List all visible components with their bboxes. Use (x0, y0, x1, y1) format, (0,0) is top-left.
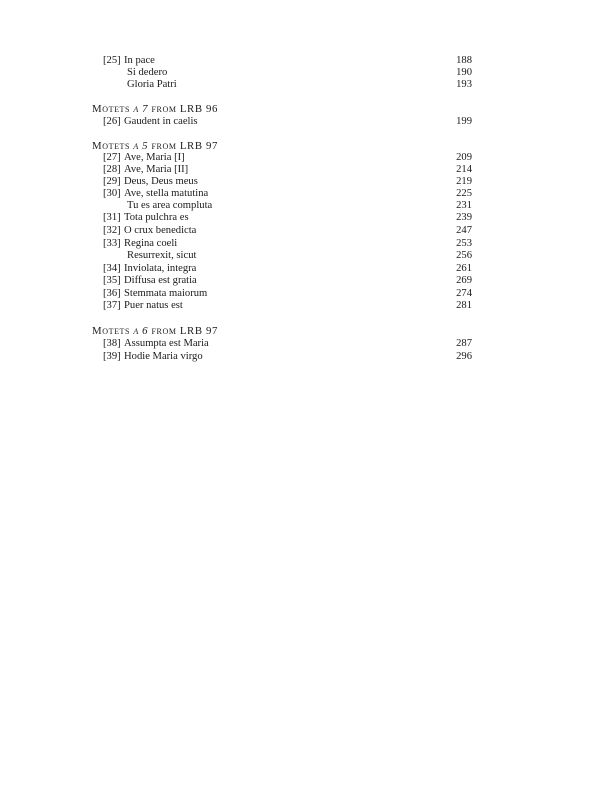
toc-entry (0, 250, 602, 262)
entry-number: [31] (103, 212, 121, 223)
toc-entry (0, 67, 602, 79)
entry-page: 219 (456, 176, 472, 187)
entry-title: O crux benedicta (124, 225, 197, 236)
toc-entry (0, 288, 602, 300)
toc-entry (0, 152, 602, 164)
toc-entry (0, 55, 602, 67)
entry-page: 261 (456, 263, 472, 274)
entry-title: Assumpta est Maria (124, 338, 209, 349)
entry-number: [35] (103, 275, 121, 286)
entry-title: In pace (124, 55, 155, 66)
toc-entry (0, 116, 602, 128)
entry-number: [37] (103, 300, 121, 311)
entry-page: 231 (456, 200, 472, 211)
entry-page: 256 (456, 250, 472, 261)
toc-entry (0, 79, 602, 91)
entry-title: Si dedero (127, 67, 168, 78)
entry-number: [33] (103, 238, 121, 249)
entry-page: 281 (456, 300, 472, 311)
entry-title: Ave, stella matutina (124, 188, 209, 199)
entry-title: Puer natus est (124, 300, 183, 311)
toc-entry (0, 188, 602, 200)
entry-number: [36] (103, 288, 121, 299)
heading-prefix: Motets (92, 103, 134, 115)
entry-title: Resurrexit, sicut (127, 250, 197, 261)
entry-title: Deus, Deus meus (124, 176, 198, 187)
entry-page: 225 (456, 188, 472, 199)
entry-number: [29] (103, 176, 121, 187)
entry-number: [28] (103, 164, 121, 175)
entry-page: 253 (456, 238, 472, 249)
entry-number: [30] (103, 188, 121, 199)
heading-prefix: Motets (92, 325, 134, 337)
entry-page: 269 (456, 275, 472, 286)
entry-title: Inviolata, integra (124, 263, 197, 274)
entry-page: 274 (456, 288, 472, 299)
heading-voices: a 6 (133, 325, 149, 337)
entry-title: Ave, Maria [I] (124, 152, 185, 163)
entry-title: Gaudent in caelis (124, 116, 198, 127)
heading-voices: a 7 (133, 103, 149, 115)
entry-number: [32] (103, 225, 121, 236)
entry-page: 296 (456, 351, 472, 362)
toc-entry (0, 275, 602, 287)
section-heading (92, 140, 218, 152)
section-heading (92, 103, 218, 115)
entry-page: 287 (456, 338, 472, 349)
entry-title: Stemmata maiorum (124, 288, 208, 299)
heading-voices: a 5 (133, 140, 149, 152)
toc-entry (0, 164, 602, 176)
entry-page: 214 (456, 164, 472, 175)
entry-title: Regina coeli (124, 238, 178, 249)
toc-entry (0, 238, 602, 250)
entry-title: Ave, Maria [II] (124, 164, 189, 175)
entry-number: [39] (103, 351, 121, 362)
entry-page: 188 (456, 55, 472, 66)
entry-title: Tota pulchra es (124, 212, 189, 223)
toc-entry (0, 351, 602, 363)
entry-title: Tu es area compluta (127, 200, 213, 211)
entry-page: 193 (456, 79, 472, 90)
entry-title: Diffusa est gratia (124, 275, 197, 286)
entry-number: [26] (103, 116, 121, 127)
entry-title: Hodie Maria virgo (124, 351, 203, 362)
entry-number: [34] (103, 263, 121, 274)
entry-title: Gloria Patri (127, 79, 177, 90)
toc-entry (0, 300, 602, 312)
section-heading (92, 325, 218, 337)
entry-page: 209 (456, 152, 472, 163)
entry-page: 190 (456, 67, 472, 78)
toc-entry (0, 263, 602, 275)
entry-page: 247 (456, 225, 472, 236)
toc-entry (0, 338, 602, 350)
heading-suffix: from LRB 97 (148, 140, 218, 152)
entry-page: 199 (456, 116, 472, 127)
entry-number: [25] (103, 55, 121, 66)
toc-entry (0, 212, 602, 224)
toc-entry (0, 225, 602, 237)
entry-number: [38] (103, 338, 121, 349)
heading-prefix: Motets (92, 140, 134, 152)
heading-suffix: from LRB 96 (148, 103, 218, 115)
toc-entry (0, 176, 602, 188)
toc-entry (0, 200, 602, 212)
entry-number: [27] (103, 152, 121, 163)
heading-suffix: from LRB 97 (148, 325, 218, 337)
entry-page: 239 (456, 212, 472, 223)
